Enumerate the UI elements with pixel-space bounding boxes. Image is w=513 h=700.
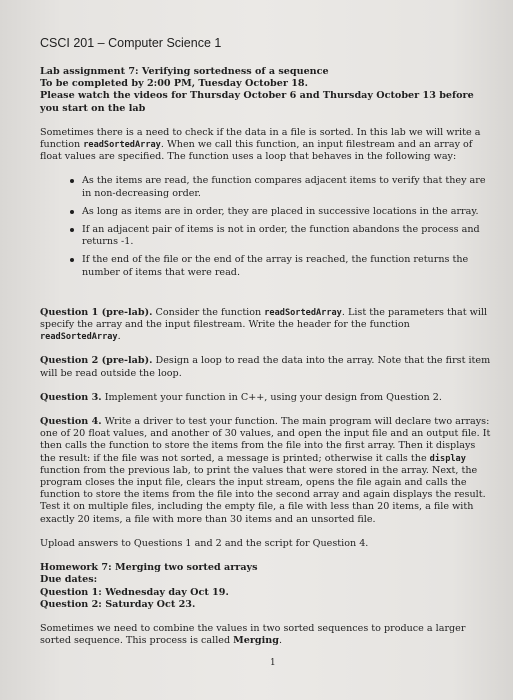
intro-paragraph xyxy=(40,127,491,164)
question-3-text: Implement your function in C++, using your design from Question 2. xyxy=(101,391,442,403)
list-item xyxy=(70,254,491,278)
lab-title: Lab assignment 7: Verifying sortedness of a sequence xyxy=(40,66,329,77)
bullet-icon xyxy=(70,228,74,232)
question-1-text-a: Consider the function xyxy=(152,306,265,318)
question-3-label: Question 3. xyxy=(40,391,102,403)
merging-text: Sometimes we need to combine the values in two sorted sequences to produce a larger sorted sequence. This process is called xyxy=(40,622,466,647)
list-item xyxy=(70,206,491,218)
due-date-q1 xyxy=(40,587,491,599)
question-1-code-b: readSortedArray xyxy=(40,332,118,343)
question-1-code-a: readSortedArray xyxy=(264,307,342,318)
due-date-q1-date: Wednesday day Oct 19. xyxy=(101,586,229,598)
question-4-text-b: function from the previous lab, to print the values that were stored in the array. Next, the program closes the input file, clears the input stream, opens the file again and calls the function to store the items from the file into the second array and again displays the result. Test it on multiple files, including the empty file, a file with less than 20 items, a file with exactly 20 items, a file with more than 30 items and an unsorted file. xyxy=(40,464,486,525)
homework-section xyxy=(40,562,491,611)
page-number: 1 xyxy=(270,658,276,668)
course-title: CSCI 201 – Computer Science 1 xyxy=(40,36,222,50)
intro-text-1: Sometimes there is a need to check if the data in a file is sorted. In this lab we will write a function xyxy=(40,126,481,151)
intro-text-2: . When we call this function, an input filestream and an array of float values are specified. The function uses a loop that behaves in the following way: xyxy=(40,139,473,163)
lab-note-line1: Please watch the videos for Thursday October 6 and Thursday October 13 before you xyxy=(40,90,474,114)
merging-end: . xyxy=(278,635,283,647)
question-1-text-c: . xyxy=(117,331,121,343)
question-4 xyxy=(40,416,491,526)
question-3 xyxy=(40,392,491,404)
bullet-icon xyxy=(70,210,74,214)
bullet-icon xyxy=(70,179,74,183)
intro-code-function: readSortedArray xyxy=(83,140,161,151)
lab-note-line2: start on the lab xyxy=(62,102,146,114)
lab-deadline: To be completed by 2:00 PM, Tuesday October 18. xyxy=(40,78,308,90)
question-1 xyxy=(40,307,491,344)
bullet-icon xyxy=(70,258,74,262)
merging-term: Merging xyxy=(233,635,279,647)
list-item-text: As the items are read, the function compares adjacent items to verify that they are in non-decreasing order. xyxy=(82,175,486,199)
upload-instructions: Upload answers to Questions 1 and 2 and the script for Question 4. xyxy=(40,537,369,549)
question-2-text: Design a loop to read the data into the array. Note that the first item will be read outside the loop. xyxy=(40,355,491,379)
lab-note xyxy=(40,90,474,113)
due-date-q2 xyxy=(40,599,491,611)
question-1-label: Question 1 (pre-lab). xyxy=(40,306,153,318)
section-spacer xyxy=(40,293,491,307)
due-date-q2-date: Saturday Oct 23. xyxy=(101,598,196,610)
list-item xyxy=(70,224,491,248)
due-date-q2-label: Question 2: xyxy=(40,598,102,610)
list-item xyxy=(70,175,491,199)
list-item-text: If an adjacent pair of items is not in order, the function abandons the process and returns -1. xyxy=(82,224,480,248)
merging-paragraph xyxy=(40,623,491,647)
due-date-q1-label: Question 1: xyxy=(40,586,102,598)
behavior-list xyxy=(40,175,491,278)
question-4-label: Question 4. xyxy=(40,416,102,428)
list-item-text: As long as items are in order, they are placed in successive locations in the array. xyxy=(82,205,479,217)
lab-header xyxy=(40,66,491,115)
homework-title: Homework 7: Merging two sorted arrays xyxy=(40,562,258,574)
due-dates-label: Due dates: xyxy=(40,574,98,586)
list-item-text: If the end of the file or the end of the array is reached, the function returns the number of items that were read. xyxy=(82,254,469,278)
question-1-text-b: . List the parameters that will specify the array and the input filestream. Write the header for the function xyxy=(40,306,488,331)
question-4-code: display xyxy=(429,453,466,464)
question-2 xyxy=(40,355,491,379)
question-4-text-a: Write a driver to test your function. The main program will declare two arrays: one of 20 float values, and another of 30 values, and open the input file and an output file. It then calls the function to store the items from the file into the first array. Then it displays the result: if the file was not sorted, a message is printed; otherwise it calls the xyxy=(40,416,491,464)
question-2-label: Question 2 (pre-lab). xyxy=(40,355,153,367)
